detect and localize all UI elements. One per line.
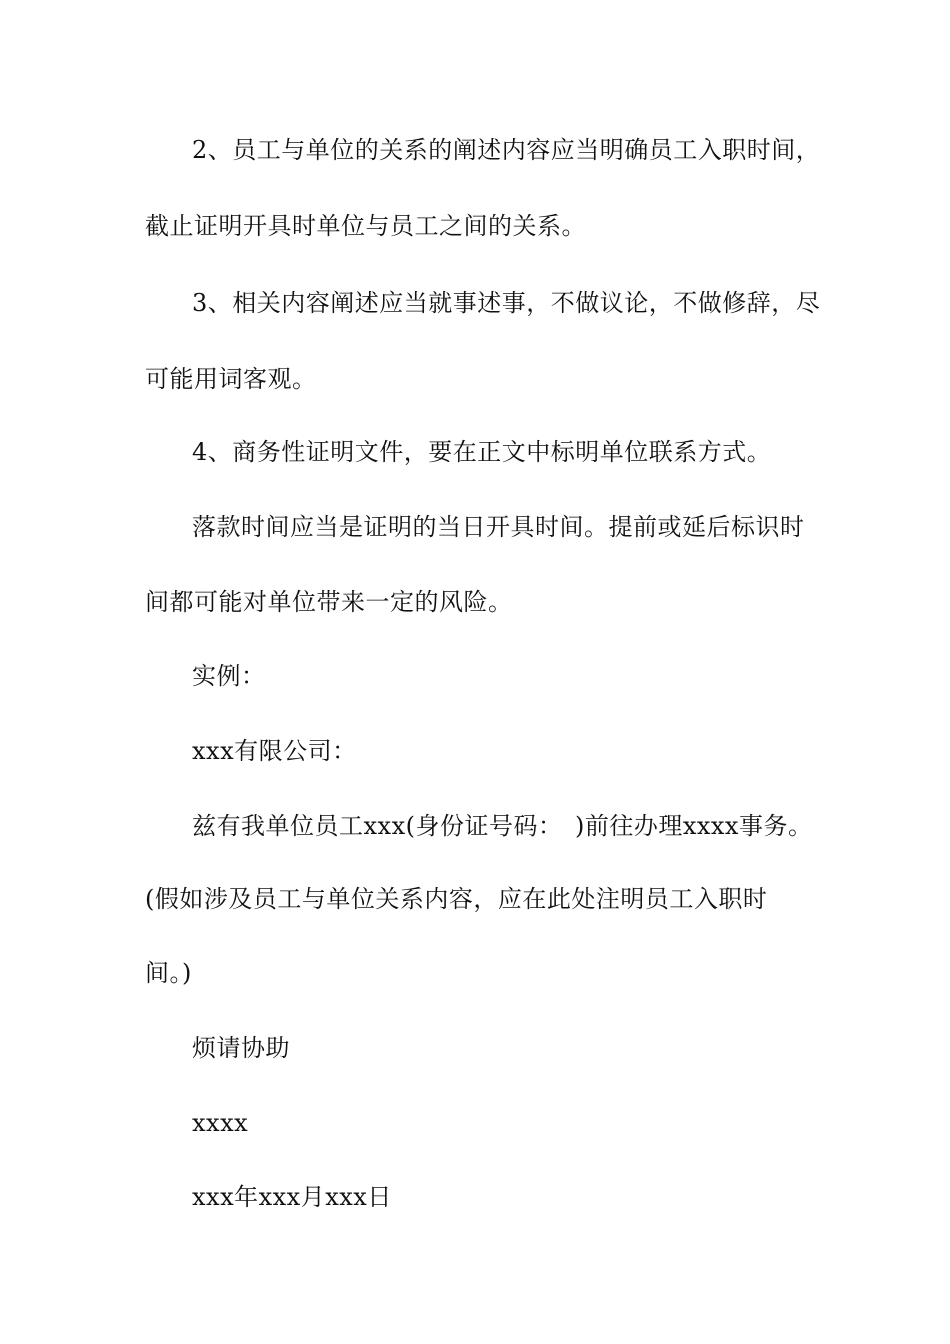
signature-unit: xxxx <box>192 1109 249 1137</box>
body-line-3: 间。) <box>145 959 192 987</box>
body-line-1: 兹有我单位员工xxx(身份证号码： )前往办理xxxx事务。 <box>192 812 813 840</box>
date-note-line-1: 落款时间应当是证明的当日开具时间。提前或延后标识时 <box>192 513 805 541</box>
body-line-2: (假如涉及员工与单位关系内容，应在此处注明员工入职时 <box>145 885 768 913</box>
point-4-line: 4、商务性证明文件，要在正文中标明单位联系方式。 <box>192 438 772 466</box>
point-3-line-1: 3、相关内容阐述应当就事述事，不做议论，不做修辞，尽 <box>192 289 821 317</box>
date-note-line-2: 间都可能对单位带来一定的风险。 <box>145 588 513 616</box>
signature-date: xxx年xxx月xxx日 <box>192 1183 392 1211</box>
point-2-line-2: 截止证明开具时单位与员工之间的关系。 <box>145 212 586 240</box>
addressee: xxx有限公司： <box>192 737 357 765</box>
example-heading: 实例： <box>192 662 266 690</box>
point-2-line-1: 2、员工与单位的关系的阐述内容应当明确员工入职时间， <box>192 136 821 164</box>
closing-request: 烦请协助 <box>192 1034 290 1062</box>
point-3-line-2: 可能用词客观。 <box>145 365 317 393</box>
